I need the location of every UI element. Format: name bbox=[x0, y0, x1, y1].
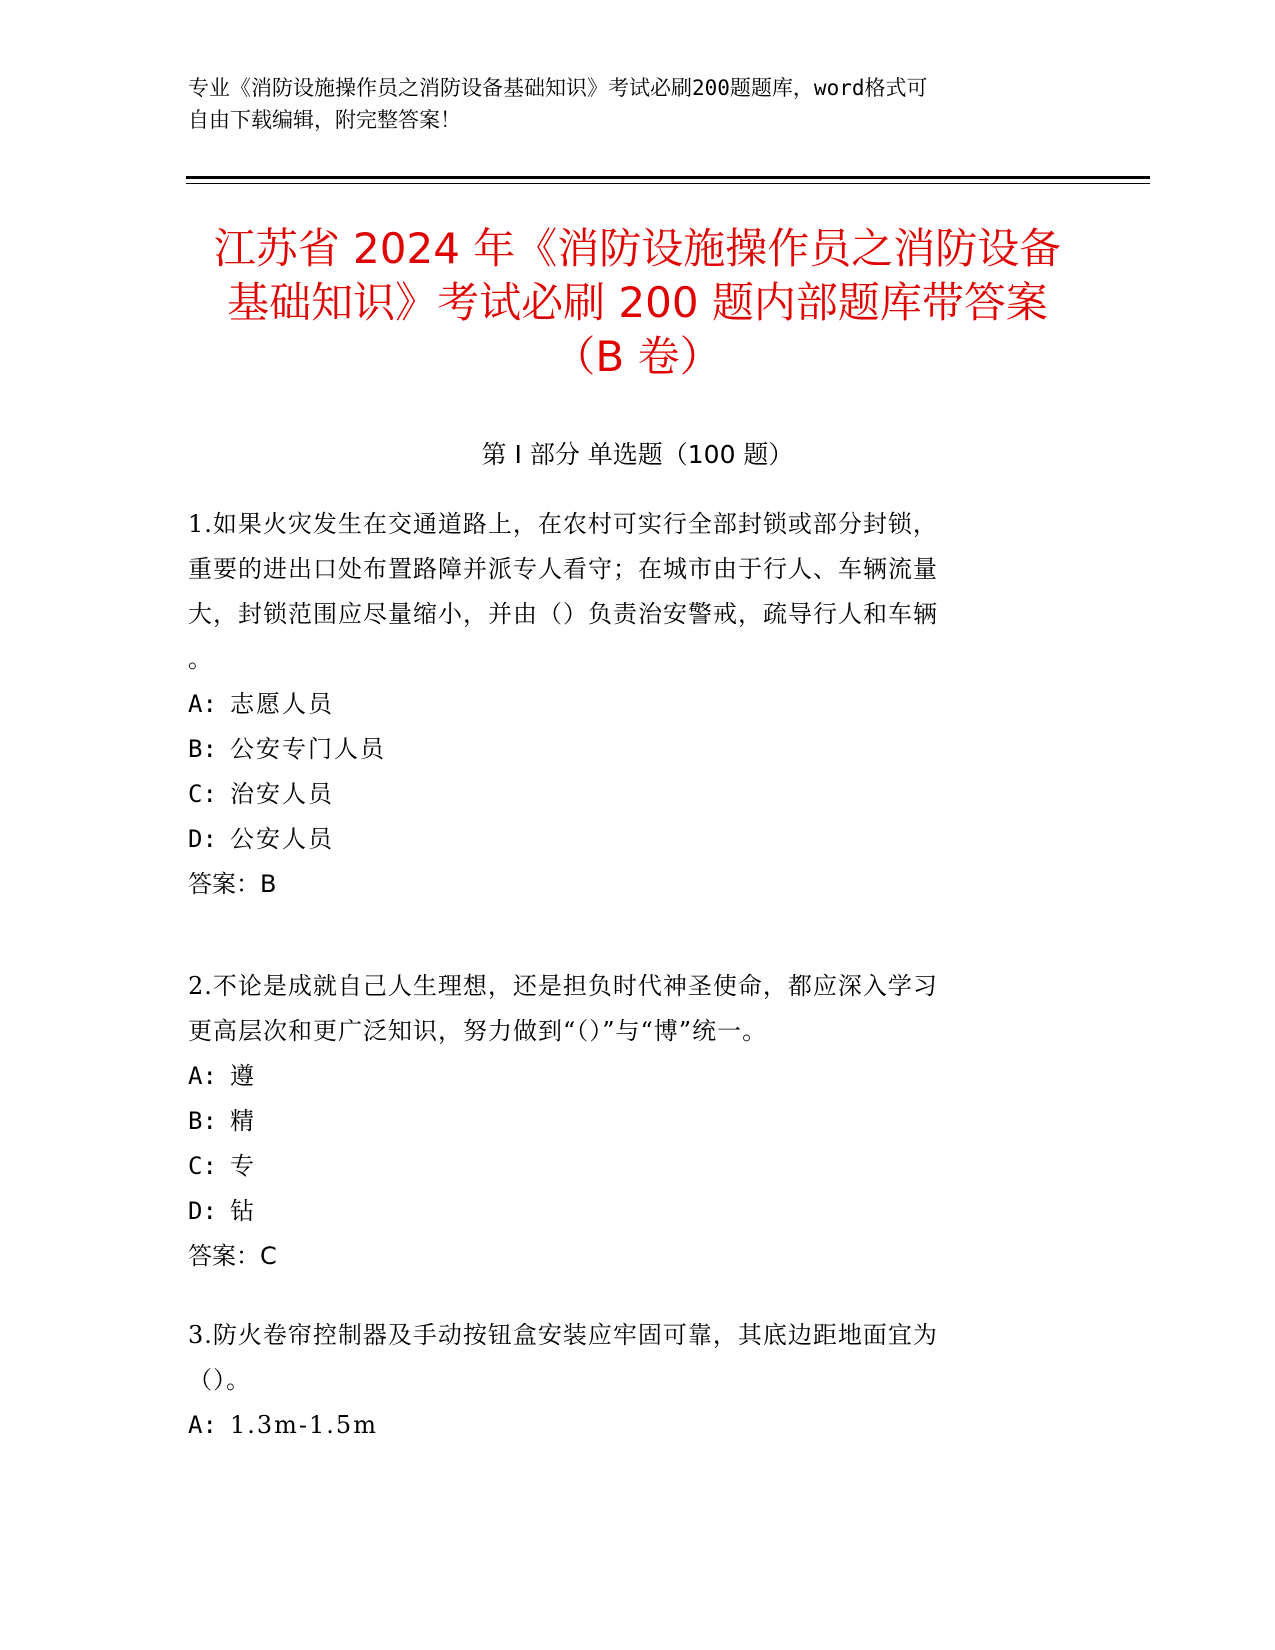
title-line: 基础知识》考试必刷 200 题内部题库带答案 bbox=[227, 278, 1048, 327]
option-text: 志愿人员 bbox=[230, 690, 334, 718]
option-a bbox=[188, 682, 1088, 727]
option-c bbox=[188, 772, 1088, 817]
title-line: （B 卷） bbox=[553, 332, 722, 381]
option-key: C: bbox=[188, 1152, 217, 1180]
option-key: A: bbox=[188, 690, 217, 718]
question-2 bbox=[188, 964, 1088, 1279]
option-key: D: bbox=[188, 1197, 217, 1225]
title-line: 江苏省 2024 年《消防设施操作员之消防设备 bbox=[213, 224, 1062, 273]
option-key: B: bbox=[188, 735, 217, 763]
option-d bbox=[188, 1189, 1088, 1234]
option-text: 钻 bbox=[230, 1197, 256, 1225]
option-a bbox=[188, 1403, 1088, 1448]
document-title bbox=[150, 222, 1125, 384]
option-text: 1.3m-1.5m bbox=[230, 1411, 378, 1439]
option-key: A: bbox=[188, 1062, 217, 1090]
question-text-line: 。 bbox=[188, 645, 213, 673]
option-text: 治安人员 bbox=[230, 780, 334, 808]
question-text-line: 2.不论是成就自己人生理想，还是担负时代神圣使命，都应深入学习 bbox=[188, 972, 938, 1000]
question-text-line: 1.如果火灾发生在交通道路上，在农村可实行全部封锁或部分封锁， bbox=[188, 510, 938, 538]
option-key: C: bbox=[188, 780, 217, 808]
option-text: 公安人员 bbox=[230, 825, 334, 853]
header-note bbox=[188, 72, 1068, 136]
option-text: 精 bbox=[230, 1107, 256, 1135]
option-d bbox=[188, 817, 1088, 862]
question-text-line: 重要的进出口处布置路障并派专人看守；在城市由于行人、车辆流量 bbox=[188, 555, 938, 583]
option-key: A: bbox=[188, 1411, 217, 1439]
header-note-line: 专业《消防设施操作员之消防设备基础知识》考试必刷200题题库，word格式可 bbox=[188, 76, 928, 100]
answer-line: 答案：B bbox=[188, 870, 277, 898]
question-1 bbox=[188, 502, 1088, 907]
option-key: D: bbox=[188, 825, 217, 853]
answer-line: 答案：C bbox=[188, 1242, 277, 1270]
option-a bbox=[188, 1054, 1088, 1099]
option-text: 专 bbox=[230, 1152, 256, 1180]
option-b bbox=[188, 1099, 1088, 1144]
header-divider-thick bbox=[186, 176, 1150, 179]
option-text: 公安专门人员 bbox=[230, 735, 386, 763]
header-note-line: 自由下载编辑，附完整答案！ bbox=[188, 108, 461, 132]
header-divider-thin bbox=[186, 183, 1150, 184]
question-text-line: 更高层次和更广泛知识，努力做到“（）”与“博”统一。 bbox=[188, 1017, 768, 1045]
option-key: B: bbox=[188, 1107, 217, 1135]
option-text: 遵 bbox=[230, 1062, 256, 1090]
question-text-line: 大，封锁范围应尽量缩小，并由（）负责治安警戒，疏导行人和车辆 bbox=[188, 600, 938, 628]
question-text-line: 3.防火卷帘控制器及手动按钮盒安装应牢固可靠，其底边距地面宜为 bbox=[188, 1321, 938, 1349]
question-3 bbox=[188, 1313, 1088, 1448]
section-title: 第 I 部分 单选题（100 题） bbox=[481, 440, 794, 469]
option-b bbox=[188, 727, 1088, 772]
option-c bbox=[188, 1144, 1088, 1189]
question-text-line: （）。 bbox=[188, 1366, 251, 1394]
